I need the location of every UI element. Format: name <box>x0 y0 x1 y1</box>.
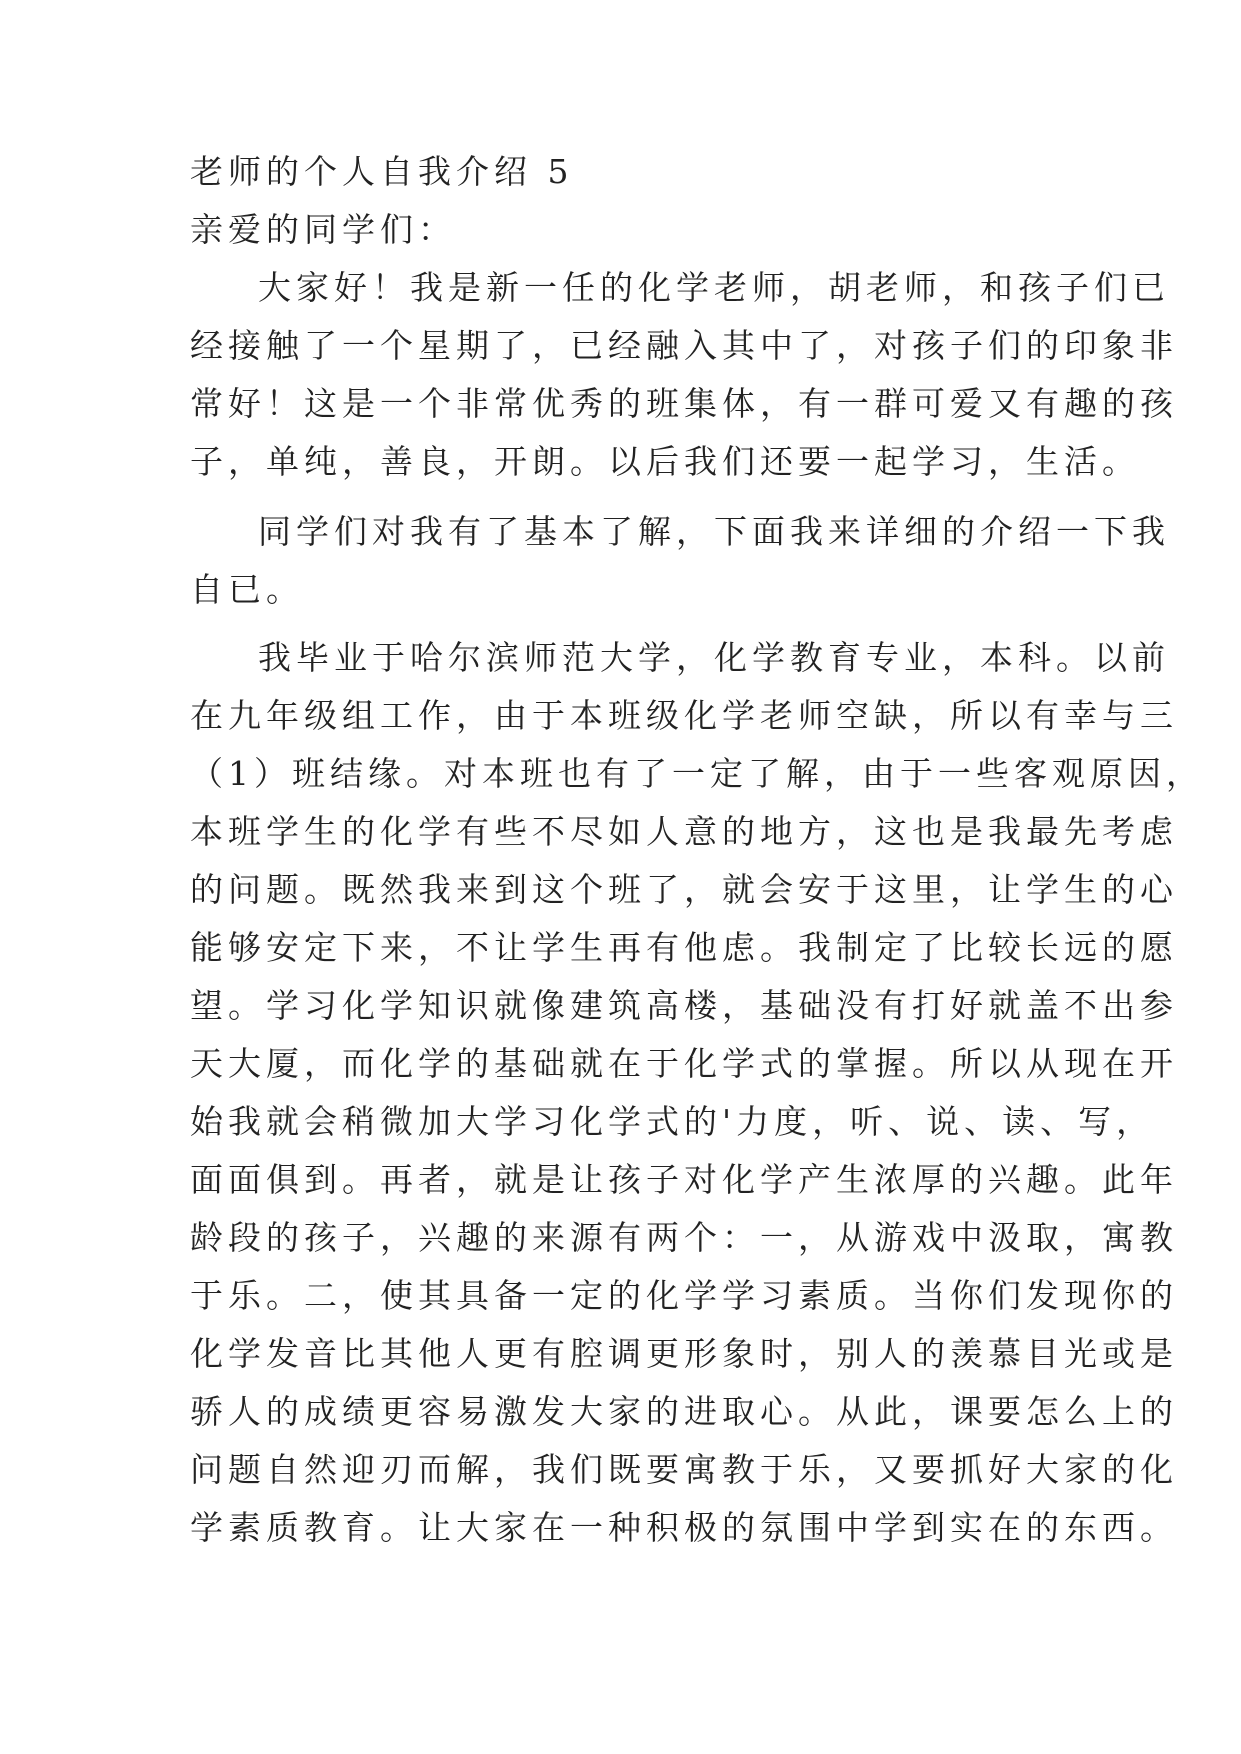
paragraph-line: 子，单纯，善良，开朗。以后我们还要一起学习，生活。 <box>190 442 1140 481</box>
paragraph-line: 始我就会稍微加大学习化学式的'力度，听、说、读、写， <box>190 1102 1155 1141</box>
paragraph-line: 骄人的成绩更容易激发大家的进取心。从此，课要怎么上的 <box>190 1392 1178 1431</box>
paragraph-line: （1）班结缘。对本班也有了一定了解，由于一些客观原因， <box>190 754 1204 793</box>
paragraph-line: 望。学习化学知识就像建筑高楼，基础没有打好就盖不出参 <box>190 986 1178 1025</box>
paragraph-line: 能够安定下来，不让学生再有他虑。我制定了比较长远的愿 <box>190 928 1178 967</box>
paragraph-line: 天大厦，而化学的基础就在于化学式的掌握。所以从现在开 <box>190 1044 1178 1083</box>
document-title: 老师的个人自我介绍 5 <box>190 152 574 191</box>
paragraph-line: 经接触了一个星期了，已经融入其中了，对孩子们的印象非 <box>190 326 1178 365</box>
paragraph-line: 于乐。二，使其具备一定的化学学习素质。当你们发现你的 <box>190 1276 1178 1315</box>
paragraph-line: 学素质教育。让大家在一种积极的氛围中学到实在的东西。 <box>190 1508 1178 1547</box>
salutation: 亲爱的同学们： <box>190 210 456 249</box>
paragraph-line: 问题自然迎刃而解，我们既要寓教于乐，又要抓好大家的化 <box>190 1450 1178 1489</box>
paragraph-line: 化学发音比其他人更有腔调更形象时，别人的羡慕目光或是 <box>190 1334 1178 1373</box>
paragraph-line: 大家好！我是新一任的化学老师，胡老师，和孩子们已 <box>258 268 1170 307</box>
paragraph-line: 龄段的孩子，兴趣的来源有两个：一，从游戏中汲取，寓教 <box>190 1218 1178 1257</box>
paragraph-line: 的问题。既然我来到这个班了，就会安于这里，让学生的心 <box>190 870 1178 909</box>
paragraph-line: 面面俱到。再者，就是让孩子对化学产生浓厚的兴趣。此年 <box>190 1160 1178 1199</box>
paragraph-line: 同学们对我有了基本了解，下面我来详细的介绍一下我 <box>258 512 1170 551</box>
paragraph-line: 在九年级组工作，由于本班级化学老师空缺，所以有幸与三 <box>190 696 1178 735</box>
paragraph-line: 我毕业于哈尔滨师范大学，化学教育专业，本科。以前 <box>258 638 1170 677</box>
paragraph-line: 常好！这是一个非常优秀的班集体，有一群可爱又有趣的孩 <box>190 384 1178 423</box>
paragraph-line: 自已。 <box>190 570 304 609</box>
paragraph-line: 本班学生的化学有些不尽如人意的地方，这也是我最先考虑 <box>190 812 1178 851</box>
